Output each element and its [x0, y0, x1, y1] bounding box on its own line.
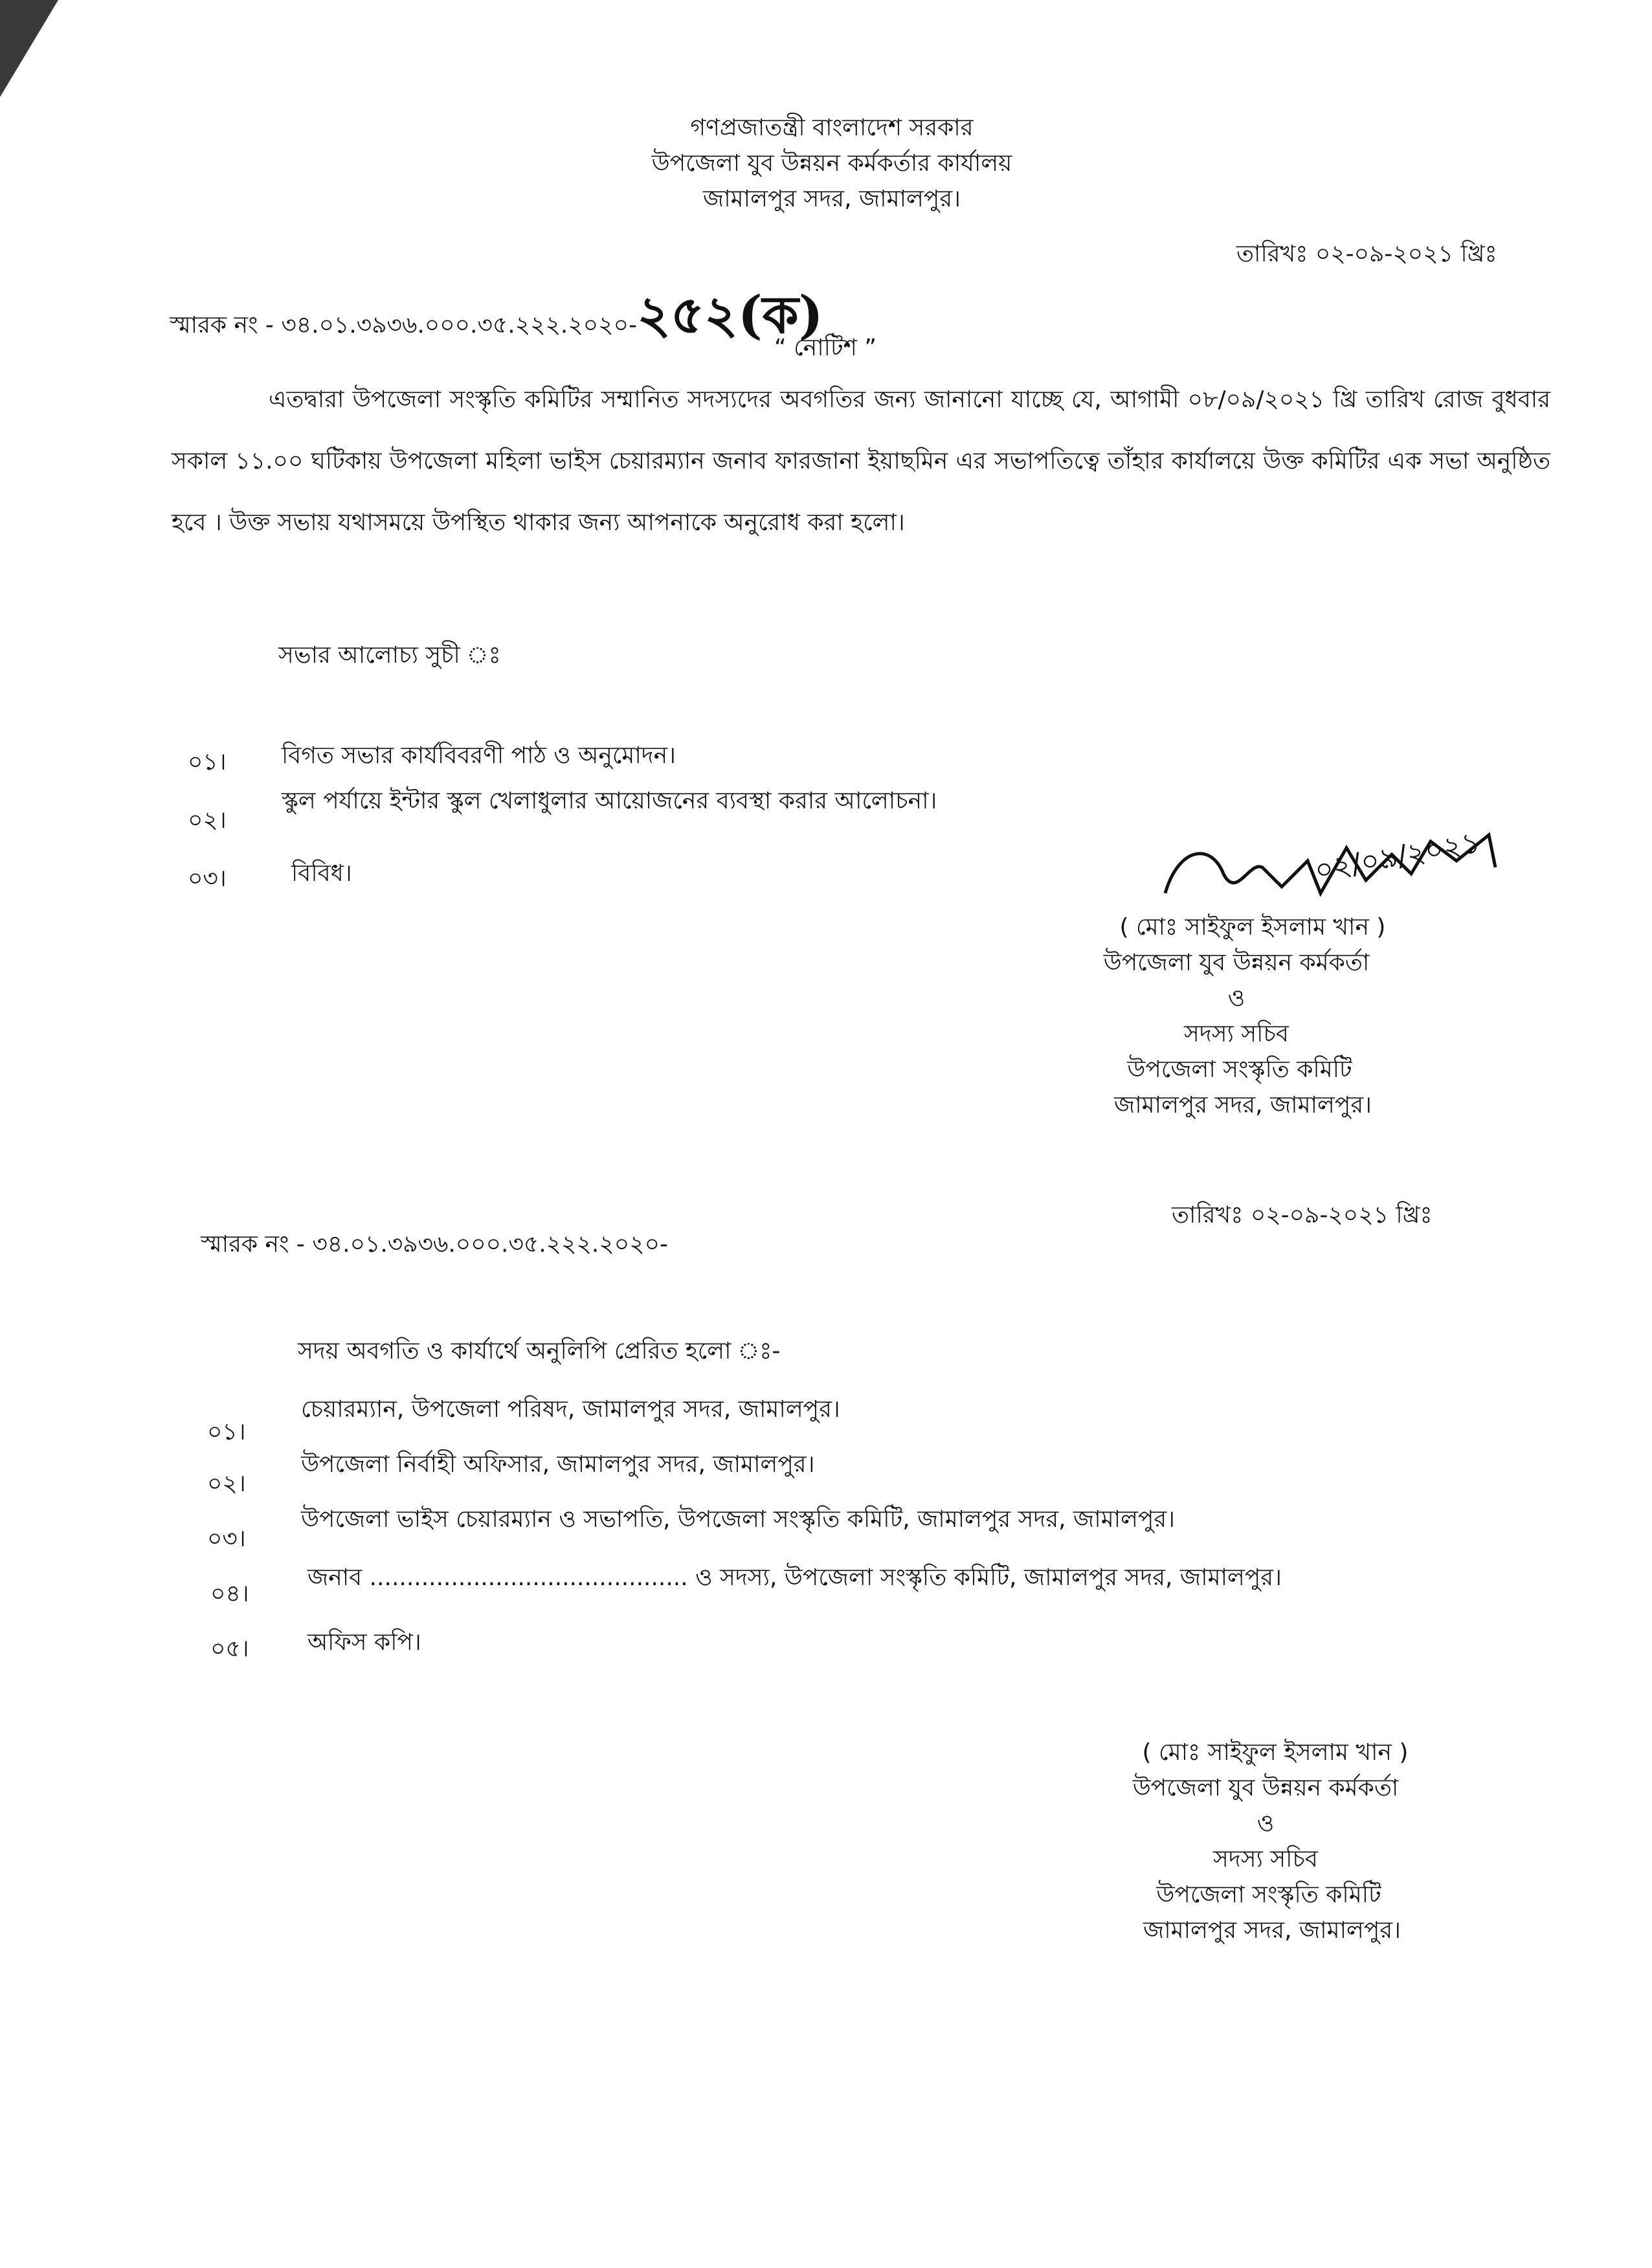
signatory-line: উপজেলা সংস্কৃতি কমিটি	[1127, 1056, 1352, 1083]
recipient-item: উপজেলা ভাইস চেয়ারম্যান ও সভাপতি, উপজেলা সংস্কৃতি কমিটি, জামালপুর সদর, জামালপুর।	[301, 1506, 1176, 1533]
copy-intro: সদয় অবগতি ও কার্যার্থে অনুলিপি প্রেরিত হলো ঃ-	[298, 1338, 781, 1364]
signatory-line: ও	[1256, 1810, 1275, 1837]
signatory-line: উপজেলা যুব উন্নয়ন কর্মকর্তা	[1103, 950, 1370, 976]
signatory-name: ( মোঃ সাইফুল ইসলাম খান )	[1142, 1739, 1409, 1766]
agenda-item: বিগত সভার কার্যবিবরণী পাঠ ও অনুমোদন।	[282, 742, 676, 769]
recipient-item: জনাব ........................................... ও সদস্য, উপজেলা সংস্কৃতি কমিটি, জামালপুর সদর, জামালপুর।	[307, 1564, 1282, 1591]
agenda-num: ০৩।	[188, 865, 227, 892]
copy-date: তারিখঃ ০২-০৯-২০২১ খ্রিঃ	[1172, 1202, 1433, 1228]
signature-date: ০২/০৯/২০২১	[1312, 825, 1483, 888]
signatory-line: জামালপুর সদর, জামালপুর।	[1114, 1092, 1372, 1118]
notice-date: তারিখঃ ০২-০৯-২০২১ খ্রিঃ	[1236, 241, 1497, 267]
signatory-line: উপজেলা যুব উন্নয়ন কর্মকর্তা	[1132, 1775, 1399, 1801]
copy-memo-number: স্মারক নং - ৩৪.০১.৩৯৩৬.০০০.৩৫.২২২.২০২০-	[201, 1231, 668, 1258]
agenda-num: ০১।	[188, 749, 227, 775]
agenda-item: বিবিধ।	[291, 860, 352, 887]
signatory-line: সদস্য সচিব	[1184, 1021, 1289, 1047]
recipient-num: ০৩।	[207, 1526, 246, 1552]
page-fold-shadow	[0, 0, 58, 97]
notice-title: “ নোটিশ ”	[774, 335, 876, 361]
letterhead-line-3: জামালপুর সদর, জামালপুর।	[703, 186, 961, 212]
recipient-item: চেয়ারম্যান, উপজেলা পরিষদ, জামালপুর সদর, জামালপুর।	[301, 1396, 840, 1423]
agenda-num: ০২।	[188, 807, 227, 834]
memo-number	[170, 275, 823, 362]
memo-handwritten-number: ২৫২(ক)	[636, 284, 823, 345]
agenda-item: স্কুল পর্যায়ে ইন্টার স্কুল খেলাধুলার আয়োজনের ব্যবস্থা করার আলোচনা।	[282, 788, 937, 814]
signatory-line: ও	[1227, 985, 1245, 1012]
recipient-num: ০৪।	[210, 1581, 249, 1607]
signatory-line: সদস্য সচিব	[1213, 1846, 1318, 1873]
notice-body-text: এতদ্বারা উপজেলা সংস্কৃতি কমিটির সম্মানিত সদস্যদের অবগতির জন্য জানানো যাচ্ছে যে, আগামী ০৮/০৯/২০২১ খ্রি তারিখ রোজ বুধবার সকাল ১১.০০ ঘটিকায় উপজেলা মহিলা ভাইস চেয়ারম্যান জনাব ফারজানা ইয়াছমিন এর সভাপতিত্বে তাঁহার কার্যালয়ে উক্ত কমিটির এক সভা অনুষ্ঠিত হবে । উক্ত সভায় যথাসময়ে উপস্থিত থাকার জন্য আপনাকে অনুরোধ করা হলো।	[172, 386, 1550, 536]
signatory-line: জামালপুর সদর, জামালপুর।	[1143, 1917, 1401, 1944]
notice-body	[172, 369, 1550, 553]
recipient-num: ০৫।	[210, 1636, 249, 1662]
recipient-num: ০১।	[207, 1419, 246, 1445]
letterhead-line-1: গণপ্রজাতন্ত্রী বাংলাদেশ সরকার	[690, 115, 974, 141]
letterhead-line-2: উপজেলা যুব উন্নয়ন কর্মকর্তার কার্যালয়	[651, 150, 1012, 177]
signatory-line: উপজেলা সংস্কৃতি কমিটি	[1156, 1882, 1381, 1908]
memo-number-text: স্মারক নং - ৩৪.০১.৩৯৩৬.০০০.৩৫.২২২.২০২০-	[170, 312, 637, 339]
recipient-item: উপজেলা নির্বাহী অফিসার, জামালপুর সদর, জামালপুর।	[301, 1451, 815, 1478]
recipient-num: ০২।	[207, 1471, 246, 1497]
agenda-title: সভার আলোচ্য সুচী ঃ	[278, 642, 501, 669]
signatory-name: ( মোঃ সাইফুল ইসলাম খান )	[1119, 914, 1386, 940]
recipient-item: অফিস কপি।	[307, 1629, 421, 1656]
